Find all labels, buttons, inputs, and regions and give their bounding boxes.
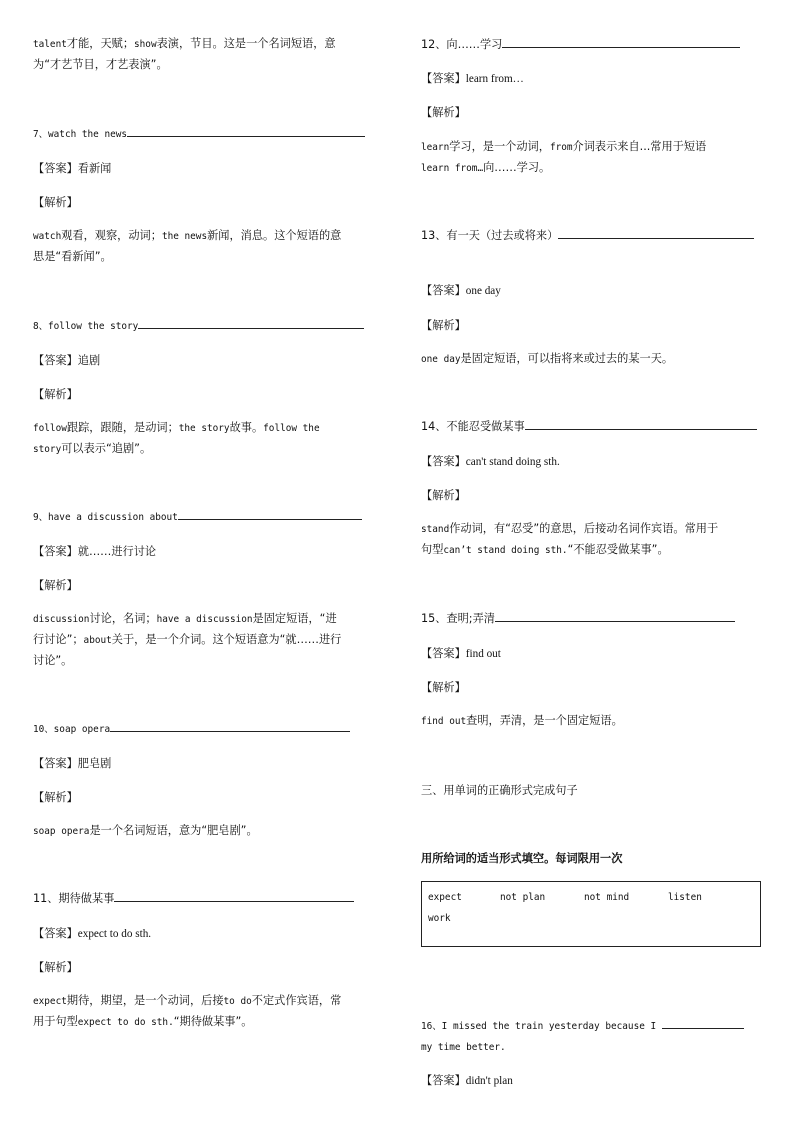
- term: learn from…: [421, 163, 484, 174]
- answer-13: [421, 280, 501, 302]
- exp-text: 讨论，名词；: [89, 612, 157, 625]
- exp-text: 作动词，有“忍受”的意思，后接动名词作宾语。常用于: [449, 522, 719, 535]
- answer-10: [33, 753, 111, 774]
- term: expect to do sth.: [77, 1017, 174, 1028]
- exp-text: 期待，期望，是一个动词，后接: [66, 994, 224, 1007]
- answer-blank: [127, 126, 365, 137]
- answer-8: [33, 350, 100, 371]
- answer-7: [33, 158, 111, 179]
- exp-text: 可以表示“追剧”。: [61, 442, 152, 455]
- explanation-10: [33, 821, 373, 842]
- question-11: [33, 891, 354, 907]
- analysis-tag: 【解析】: [421, 106, 466, 119]
- analysis-tag: 【解析】: [33, 579, 78, 592]
- word-bank-item: not mind: [584, 892, 630, 903]
- answer-tag: 【答案】: [33, 757, 78, 770]
- intro-text: 为“才艺节目，才艺表演”。: [33, 58, 168, 71]
- answer-text: 看新闻: [77, 162, 112, 175]
- answer-text: 就……进行讨论: [77, 545, 157, 558]
- analysis-tag: 【解析】: [421, 319, 466, 332]
- term: soap opera: [33, 826, 90, 837]
- term: one day: [421, 354, 461, 365]
- answer-tag: 【答案】: [33, 545, 78, 558]
- question-text: 10、soap opera: [33, 724, 111, 735]
- exp-text: 新闻，消息。这个短语的意: [207, 229, 342, 242]
- term: the story: [178, 423, 230, 434]
- word-bank-item: work: [428, 913, 451, 924]
- question-16: [421, 1018, 744, 1035]
- answer-12: [421, 68, 524, 90]
- answer-blank: [114, 891, 354, 902]
- exp-text: 学习，是一个动词，: [449, 140, 550, 153]
- answer-15: [421, 643, 501, 665]
- exp-text: 用于句型: [33, 1015, 78, 1028]
- answer-tag: 【答案】: [421, 1074, 466, 1087]
- term: watch: [33, 231, 62, 242]
- term: discussion: [33, 614, 90, 625]
- question-text: 11、期待做某事: [33, 892, 115, 905]
- exp-text: 讨论”。: [33, 654, 73, 667]
- term: follow: [33, 423, 67, 434]
- question-text: 9、have a discussion about: [33, 512, 178, 523]
- term: about: [83, 635, 112, 646]
- answer-tag: 【答案】: [421, 72, 466, 85]
- answer-text: find out: [465, 648, 501, 660]
- question-7: [33, 126, 365, 143]
- exp-text: 向……学习。: [483, 161, 551, 174]
- question-8: [33, 318, 364, 335]
- question-text: 13、有一天（过去或将来）: [421, 229, 559, 242]
- answer-tag: 【答案】: [421, 455, 466, 468]
- question-text: 8、follow the story: [33, 321, 139, 332]
- analysis-tag: 【解析】: [33, 196, 78, 209]
- answer-text: didn't plan: [465, 1075, 513, 1087]
- answer-tag: 【答案】: [421, 284, 466, 297]
- term: the news: [161, 231, 208, 242]
- term-talent: talent: [33, 39, 67, 50]
- term: can’t stand doing sth.: [443, 545, 568, 556]
- exp-text: 故事。: [229, 421, 264, 434]
- word-bank-box: [421, 881, 761, 947]
- answer-text: expect to do sth.: [77, 928, 152, 940]
- term: learn: [421, 142, 450, 153]
- exp-text: 行讨论”；: [33, 633, 84, 646]
- answer-11: [33, 923, 151, 945]
- answer-tag: 【答案】: [33, 354, 78, 367]
- section-heading: 三、用单词的正确形式完成句子: [421, 784, 578, 797]
- answer-blank: [138, 318, 364, 329]
- exp-text: “期待做某事”。: [173, 1015, 253, 1028]
- term-show: show: [134, 39, 157, 50]
- word-bank-item: listen: [668, 892, 702, 903]
- question-14: [421, 419, 757, 435]
- intro-text: 表演，节目。这是一个名词短语，意: [156, 37, 336, 50]
- exp-text: 是固定短语，可以指将来或过去的某一天。: [460, 352, 674, 365]
- question-9: [33, 509, 362, 526]
- answer-blank: [525, 419, 757, 430]
- term: find out: [421, 716, 467, 727]
- analysis-tag: 【解析】: [421, 681, 466, 694]
- analysis-tag: 【解析】: [421, 489, 466, 502]
- answer-text: learn from…: [465, 73, 524, 85]
- question-text: my time better.: [421, 1042, 506, 1053]
- answer-blank: [662, 1018, 744, 1029]
- exp-text: 观看，观察，动词；: [61, 229, 162, 242]
- word-bank-item: not plan: [500, 892, 546, 903]
- question-text: 12、向……学习: [421, 38, 503, 51]
- question-15: [421, 611, 735, 627]
- answer-tag: 【答案】: [421, 647, 466, 660]
- section-instruction: 用所给词的适当形式填空。每词限用一次: [421, 852, 623, 865]
- exp-text: “不能忍受做某事”。: [567, 543, 669, 556]
- explanation-8: [33, 418, 373, 460]
- term: follow the: [263, 423, 320, 434]
- exp-text: 不定式作宾语，常: [251, 994, 342, 1007]
- answer-9: [33, 541, 156, 562]
- term: to do: [223, 996, 252, 1007]
- question-12: [421, 37, 740, 53]
- explanation-14: [421, 519, 761, 561]
- explanation-9: [33, 609, 373, 671]
- exp-text: 思是“看新闻”。: [33, 250, 112, 263]
- explanation-12: [421, 137, 761, 179]
- answer-tag: 【答案】: [33, 162, 78, 175]
- answer-text: 追剧: [77, 354, 101, 367]
- analysis-tag: 【解析】: [33, 961, 78, 974]
- question-10: [33, 721, 350, 738]
- answer-16: [421, 1070, 513, 1092]
- analysis-tag: 【解析】: [33, 791, 78, 804]
- answer-blank: [502, 37, 740, 48]
- answer-14: [421, 451, 560, 473]
- intro-text: 才能，天赋；: [66, 37, 135, 50]
- exp-text: 查明，弄清，是一个固定短语。: [466, 714, 623, 727]
- question-text: 14、不能忍受做某事: [421, 420, 525, 433]
- answer-blank: [495, 611, 735, 622]
- word-bank-item: expect: [428, 892, 462, 903]
- term: expect: [33, 996, 67, 1007]
- answer-text: 肥皂剧: [77, 757, 112, 770]
- question-text: 15、查明;弄清: [421, 612, 495, 625]
- answer-text: one day: [465, 285, 501, 297]
- exp-text: 关于，是一个介词。这个短语意为“就……进行: [111, 633, 342, 646]
- exp-text: 跟踪，跟随，是动词；: [66, 421, 179, 434]
- answer-blank: [558, 228, 754, 239]
- answer-blank: [178, 509, 362, 520]
- exp-text: 是一个名词短语，意为“肥皂剧”。: [89, 824, 258, 837]
- question-13: [421, 228, 754, 244]
- term: have a discussion: [156, 614, 253, 625]
- answer-tag: 【答案】: [33, 927, 78, 940]
- exp-text: 句型: [421, 543, 444, 556]
- answer-blank: [110, 721, 350, 732]
- question-text: 7、watch the news: [33, 129, 128, 140]
- term: stand: [421, 524, 450, 535]
- analysis-tag: 【解析】: [33, 388, 78, 401]
- term: story: [33, 444, 62, 455]
- explanation-13: [421, 349, 761, 370]
- exp-text: 介词表示来自...常用于短语: [572, 140, 707, 153]
- answer-text: can't stand doing sth.: [465, 456, 560, 468]
- question-text: 16、I missed the train yesterday because I: [421, 1021, 657, 1032]
- explanation-11: [33, 991, 373, 1033]
- exp-text: 是固定短语，“进: [252, 612, 337, 625]
- explanation-7: [33, 226, 373, 267]
- intro-explanation: [33, 34, 373, 75]
- term: from: [549, 142, 573, 153]
- explanation-15: [421, 711, 761, 732]
